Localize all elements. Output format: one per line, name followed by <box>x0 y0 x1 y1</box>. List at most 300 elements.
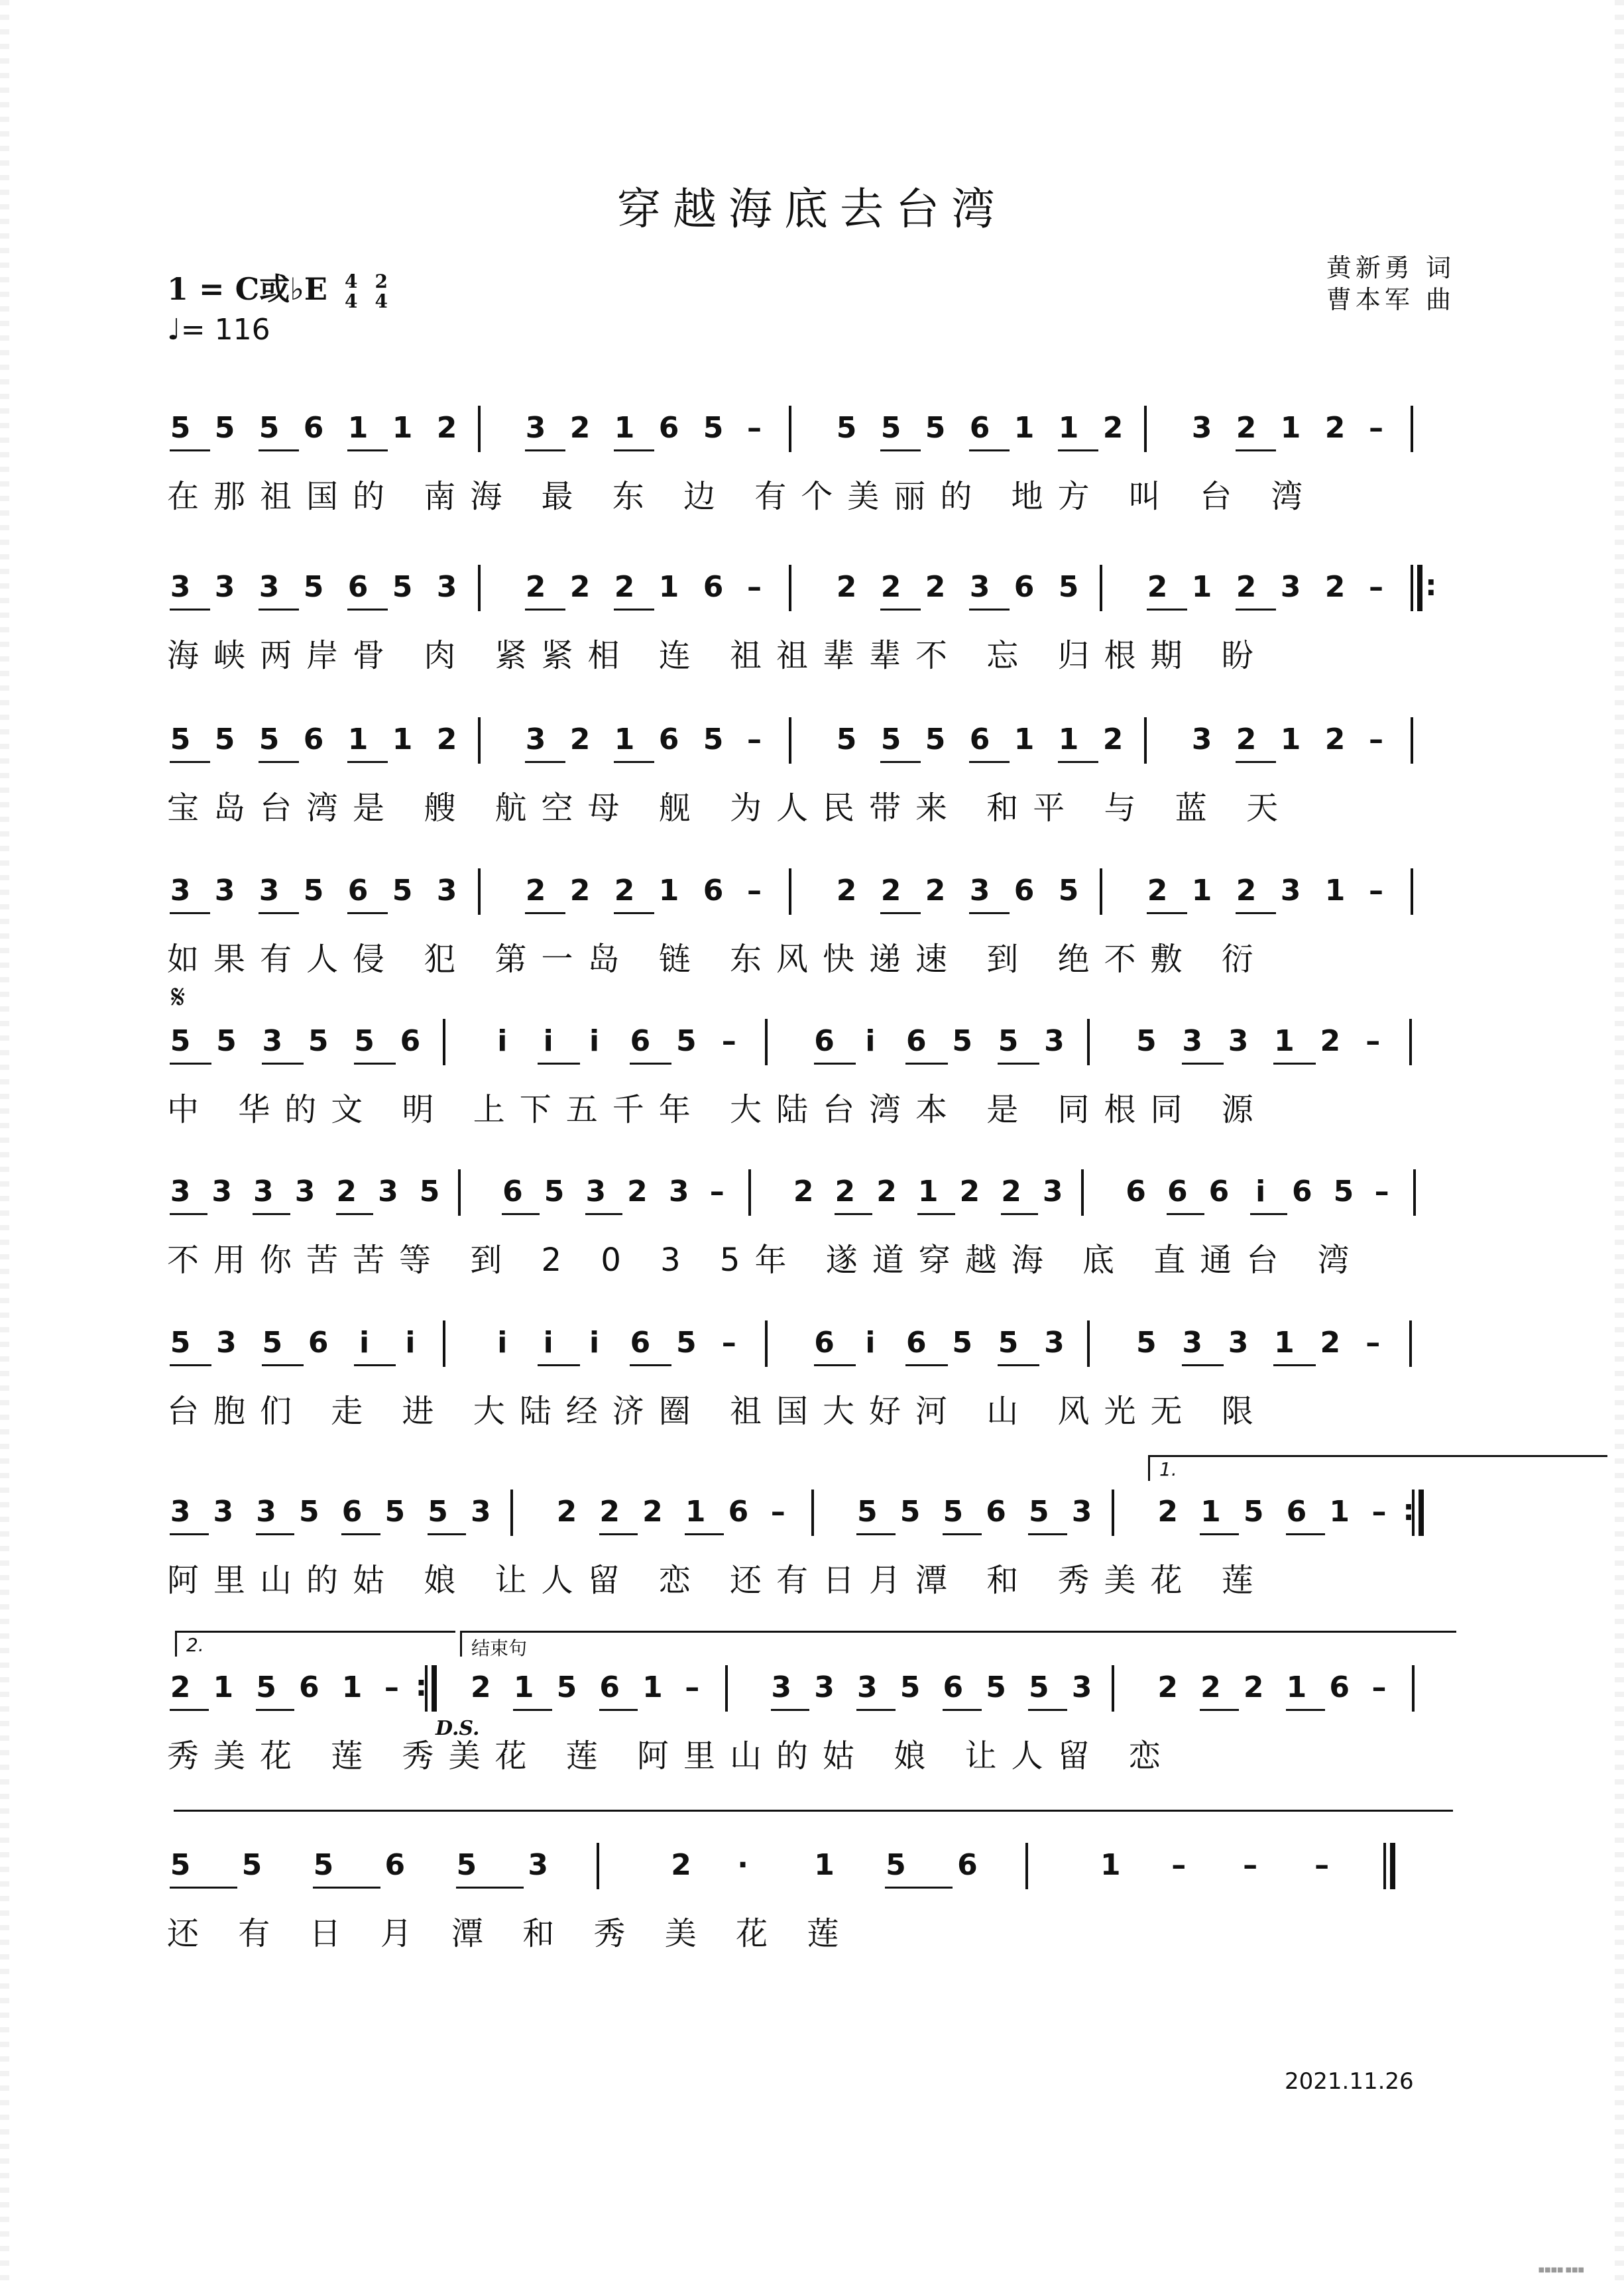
note: 5 <box>259 411 280 445</box>
beam-underline <box>347 449 388 451</box>
note: 2 <box>1102 723 1124 756</box>
beam-underline <box>525 912 565 914</box>
bar-line-thick <box>1419 1490 1424 1536</box>
note: 1 <box>392 723 413 756</box>
bar-line <box>1100 868 1102 915</box>
bar-line <box>1112 1490 1114 1536</box>
note: i <box>497 1326 508 1360</box>
note: 3 <box>214 874 235 907</box>
note: 5 <box>241 1848 262 1882</box>
volta-number: 2. <box>186 1634 204 1656</box>
note: 3 <box>1044 1326 1065 1360</box>
beam-underline <box>1167 1213 1204 1215</box>
note: 3 <box>525 411 546 445</box>
note: 5 <box>262 1326 283 1360</box>
beam-underline <box>1147 912 1187 914</box>
beam-underline <box>170 1709 209 1711</box>
lyric-text: 阿里山的姑 娘 让人留 恋 还有日月潭 和 秀美花 莲 <box>167 1562 1268 1599</box>
note: 1 <box>347 723 369 756</box>
hold-dash: – <box>721 1024 736 1058</box>
beam-underline <box>1058 761 1098 763</box>
score-row <box>0 1024 1624 1137</box>
note: 3 <box>1280 874 1301 907</box>
note: 6 <box>303 723 324 756</box>
bar-line <box>443 1019 445 1065</box>
note: 5 <box>214 411 235 445</box>
time-signature-2-4: 2 4 <box>375 270 388 312</box>
bar-line <box>1411 565 1413 611</box>
beam-underline <box>1286 1533 1325 1535</box>
note: i <box>589 1024 600 1058</box>
note: 2 <box>1157 1670 1178 1704</box>
beam-underline <box>170 1364 211 1366</box>
note: 5 <box>298 1495 319 1529</box>
note: 5 <box>1135 1326 1157 1360</box>
note: 5 <box>952 1024 972 1058</box>
note: 1 <box>1280 723 1301 756</box>
bar-line <box>478 868 481 915</box>
beam-underline <box>525 609 565 611</box>
hold-dash: – <box>747 874 762 907</box>
key-signature <box>167 265 388 312</box>
notes-line <box>167 1175 1455 1214</box>
time-signature-4-4: 4 4 <box>344 270 358 312</box>
note: 6 <box>1014 570 1035 604</box>
note: 5 <box>899 1495 921 1529</box>
beam-underline <box>513 1709 552 1711</box>
beam-underline <box>341 1533 380 1535</box>
beam-underline <box>1236 449 1276 451</box>
note: 1 <box>513 1670 534 1704</box>
hold-dash: – <box>1365 1024 1381 1058</box>
note: 1 <box>1014 411 1035 445</box>
note: 2 <box>1324 723 1346 756</box>
note: 1 <box>614 723 635 756</box>
note: 5 <box>880 411 901 445</box>
beam-underline <box>1273 1063 1315 1065</box>
beam-underline <box>614 449 654 451</box>
note: 1 <box>1280 411 1301 445</box>
note: 5 <box>259 723 280 756</box>
note: 5 <box>986 1670 1006 1704</box>
beam-underline <box>170 609 210 611</box>
bar-line-thick <box>1390 1843 1395 1889</box>
note: 6 <box>1126 1175 1146 1208</box>
note: 2 <box>876 1175 897 1208</box>
beam-underline <box>856 1533 896 1535</box>
beam-underline <box>347 609 388 611</box>
beam-underline <box>998 1364 1039 1366</box>
hold-dash: – <box>1371 1670 1387 1704</box>
note: 6 <box>630 1024 651 1058</box>
note: 3 <box>170 1175 191 1208</box>
score-row <box>0 1326 1624 1438</box>
beam-underline <box>880 609 921 611</box>
beam-underline <box>905 1063 947 1065</box>
note: 5 <box>170 723 191 756</box>
note: 3 <box>1191 411 1212 445</box>
beam-underline <box>585 1213 623 1215</box>
composer: 曹本军 曲 <box>1326 285 1455 314</box>
note: 2 <box>436 723 457 756</box>
beam-underline <box>259 609 299 611</box>
note: 1 <box>347 411 369 445</box>
note: 6 <box>347 570 369 604</box>
bar-line <box>789 717 791 764</box>
lyricist: 黄新勇 词 <box>1326 253 1455 282</box>
note: 3 <box>585 1175 607 1208</box>
beam-underline <box>880 761 921 763</box>
beam-underline <box>525 761 565 763</box>
lyric-text: 还 有 日 月 潭 和 秀 美 花 莲 <box>167 1915 854 1952</box>
note: 5 <box>925 723 946 756</box>
note: 2 <box>793 1175 814 1208</box>
bar-line <box>1144 717 1147 764</box>
lyric-text: 秀美花 莲 秀美花 莲 阿里山的姑 娘 让人留 恋 <box>167 1737 1175 1775</box>
bar-line <box>1412 1665 1415 1712</box>
note: 2 <box>1200 1670 1221 1704</box>
note: 5 <box>392 874 413 907</box>
beam-underline <box>943 1709 982 1711</box>
beam-underline <box>1147 609 1187 611</box>
note: 6 <box>1208 1175 1230 1208</box>
beam-underline <box>256 1533 295 1535</box>
notes-line <box>167 723 1455 762</box>
bar-line <box>1413 1169 1416 1216</box>
note: 2 <box>614 570 635 604</box>
note: 2 <box>836 570 857 604</box>
note: i <box>865 1024 876 1058</box>
note: 2 <box>880 570 901 604</box>
bar-line <box>1144 406 1147 452</box>
beam-underline <box>856 1709 896 1711</box>
note: 5 <box>308 1024 329 1058</box>
note: 1 <box>658 570 679 604</box>
note: 6 <box>969 723 990 756</box>
note: 1 <box>658 874 679 907</box>
section-line <box>174 1810 1453 1812</box>
hold-dash: – <box>770 1495 785 1529</box>
hold-dash: – <box>1369 411 1383 445</box>
beam-underline <box>630 1364 671 1366</box>
beam-underline <box>525 449 565 451</box>
score-row <box>0 1458 1624 1608</box>
note: 5 <box>456 1848 477 1882</box>
beam-underline <box>354 1364 396 1366</box>
hold-dash: – <box>1171 1848 1187 1882</box>
bar-line-thick <box>432 1665 437 1712</box>
note: 5 <box>1135 1024 1157 1058</box>
beam-underline <box>599 1533 638 1535</box>
note: 6 <box>1167 1175 1188 1208</box>
key-label: 1 = C或♭E <box>167 271 327 307</box>
note: 1 <box>1191 570 1212 604</box>
note: i <box>497 1024 508 1058</box>
note: 3 <box>378 1175 398 1208</box>
notes-line <box>167 411 1455 451</box>
note: 3 <box>253 1175 274 1208</box>
score-row <box>0 411 1624 524</box>
note: 5 <box>1243 1495 1264 1529</box>
beam-underline <box>969 912 1010 914</box>
note: 5 <box>303 570 324 604</box>
bar-line <box>1025 1843 1028 1889</box>
note: 5 <box>170 411 191 445</box>
note: 6 <box>1329 1670 1350 1704</box>
note: 3 <box>436 570 457 604</box>
hold-dash: – <box>1314 1848 1330 1882</box>
note: 1 <box>1329 1495 1350 1529</box>
note: 3 <box>969 570 990 604</box>
note: 1 <box>1200 1495 1221 1529</box>
note: 5 <box>856 1495 878 1529</box>
note: 5 <box>428 1495 448 1529</box>
note: 6 <box>1014 874 1035 907</box>
beam-underline <box>502 1213 540 1215</box>
note: 6 <box>957 1848 978 1882</box>
notes-line <box>167 1326 1455 1366</box>
note: 2 <box>569 411 591 445</box>
hold-dash: – <box>685 1670 700 1704</box>
note: 2 <box>1320 1024 1341 1058</box>
hold-dash: – <box>747 411 762 445</box>
hold-dash: – <box>747 570 762 604</box>
bar-line <box>789 406 791 452</box>
note: 2 <box>599 1495 620 1529</box>
note: 2 <box>1147 874 1168 907</box>
note: 2 <box>1001 1175 1021 1208</box>
note: 1 <box>1014 723 1035 756</box>
beam-underline <box>614 609 654 611</box>
beam-underline <box>1250 1213 1288 1215</box>
date: 2021.11.26 <box>1285 2068 1414 2095</box>
lyric-text: 海峡两岸骨 肉 紧紧相 连 祖祖辈辈不 忘 归根期 盼 <box>167 637 1268 674</box>
beam-underline <box>614 761 654 763</box>
note: 3 <box>471 1495 491 1529</box>
volta-bracket <box>1148 1455 1607 1481</box>
bar-line <box>725 1665 728 1712</box>
beam-underline <box>354 1063 396 1065</box>
note: 6 <box>814 1326 835 1360</box>
note: 2 <box>1243 1670 1264 1704</box>
bar-line <box>1411 868 1413 915</box>
beam-underline <box>969 449 1010 451</box>
note: 3 <box>216 1326 237 1360</box>
note: 3 <box>1071 1495 1092 1529</box>
note: 2 <box>925 874 946 907</box>
note: 3 <box>211 1175 232 1208</box>
beam-underline <box>256 1709 295 1711</box>
note: 3 <box>213 1495 234 1529</box>
note: 3 <box>1228 1326 1249 1360</box>
beam-underline <box>262 1063 304 1065</box>
note: 6 <box>400 1024 421 1058</box>
note: 6 <box>384 1848 406 1882</box>
hold-dash: – <box>747 723 762 756</box>
notes-line <box>167 874 1455 913</box>
beam-underline <box>814 1364 856 1366</box>
bar-line <box>458 1169 461 1216</box>
note: 6 <box>905 1326 927 1360</box>
note: 1 <box>1274 1024 1295 1058</box>
note: 2 <box>569 874 591 907</box>
note: 1 <box>917 1175 939 1208</box>
note: 3 <box>668 1175 689 1208</box>
dal-segno-mark: D.S. <box>435 1717 480 1740</box>
bar-line <box>443 1320 445 1367</box>
lyric-text: 台胞们 走 进 大陆经济圈 祖国大好河 山 风光无 限 <box>167 1393 1268 1430</box>
note: 5 <box>925 411 946 445</box>
notes-line <box>167 570 1455 610</box>
beam-underline <box>170 449 210 451</box>
note: 2 <box>1147 570 1168 604</box>
beam-underline <box>969 609 1010 611</box>
note: 2 <box>1324 570 1346 604</box>
beam-underline <box>170 912 210 914</box>
bar-line <box>1087 1019 1090 1065</box>
note: 6 <box>658 723 679 756</box>
note: 2 <box>671 1848 691 1882</box>
note: 3 <box>436 874 457 907</box>
note: 5 <box>703 411 724 445</box>
note: 2 <box>1157 1495 1178 1529</box>
note: 3 <box>170 570 191 604</box>
bar-line <box>789 565 791 611</box>
volta-number: 1. <box>1159 1458 1177 1480</box>
beam-underline <box>943 1533 982 1535</box>
bar-line <box>1411 717 1413 764</box>
beam-underline <box>905 1364 947 1366</box>
beam-underline <box>814 1063 856 1065</box>
beam-underline <box>170 1213 207 1215</box>
beam-underline <box>1286 1709 1325 1711</box>
score-row <box>0 1634 1624 1783</box>
note: 5 <box>354 1024 375 1058</box>
note: 2 <box>1236 874 1257 907</box>
beam-underline <box>428 1533 467 1535</box>
note: 6 <box>728 1495 749 1529</box>
note: 6 <box>341 1495 363 1529</box>
note: 2 <box>925 570 946 604</box>
note: 5 <box>880 723 901 756</box>
note: 6 <box>630 1326 651 1360</box>
note: 6 <box>905 1024 927 1058</box>
note: 3 <box>170 874 191 907</box>
notes-line <box>167 1024 1455 1064</box>
note: 5 <box>419 1175 440 1208</box>
note: 5 <box>256 1670 276 1704</box>
note: 6 <box>1286 1495 1307 1529</box>
hold-dash: – <box>1369 570 1383 604</box>
quarter-note-icon: ♩ <box>167 313 181 347</box>
note: 3 <box>262 1024 283 1058</box>
beam-underline <box>599 1709 638 1711</box>
beam-underline <box>1001 1213 1039 1215</box>
repeat-dots: : <box>415 1669 428 1703</box>
note: 2 <box>569 570 591 604</box>
bar-line <box>789 868 791 915</box>
beam-underline <box>1200 1533 1239 1535</box>
bar-line <box>1383 1843 1386 1889</box>
note: 5 <box>1058 570 1079 604</box>
note: 5 <box>676 1024 697 1058</box>
footer-logo: ■■■■ ■■■ <box>1538 2266 1584 2274</box>
beam-underline <box>170 1887 237 1889</box>
note: 5 <box>392 570 413 604</box>
beam-underline <box>630 1063 671 1065</box>
note: 2 <box>525 570 546 604</box>
note: 5 <box>1029 1670 1049 1704</box>
note: i <box>1255 1175 1266 1208</box>
note: 1 <box>1100 1848 1121 1882</box>
note: 2 <box>642 1495 663 1529</box>
note: 5 <box>1058 874 1079 907</box>
note: 2 <box>959 1175 980 1208</box>
beam-underline <box>880 449 921 451</box>
beam-underline <box>1200 1709 1239 1711</box>
bar-line <box>1087 1320 1090 1367</box>
lyric-text: 如果有人侵 犯 第一岛 链 东风快递速 到 绝不敷 衍 <box>167 941 1268 978</box>
beam-underline <box>259 449 299 451</box>
bar-line <box>597 1843 599 1889</box>
beam-underline <box>456 1887 524 1889</box>
note: 6 <box>703 874 724 907</box>
note: 5 <box>214 723 235 756</box>
beam-underline <box>253 1213 290 1215</box>
note: 2 <box>1324 411 1346 445</box>
note: 2 <box>569 723 591 756</box>
beam-underline <box>1182 1063 1224 1065</box>
note: 3 <box>259 570 280 604</box>
coda-bracket <box>460 1631 1456 1657</box>
note: 5 <box>170 1024 191 1058</box>
bar-line <box>478 717 481 764</box>
bar-line <box>1409 1019 1412 1065</box>
beam-underline <box>262 1364 304 1366</box>
note: 2 <box>1236 570 1257 604</box>
note: 3 <box>259 874 280 907</box>
repeat-dots: : <box>1403 1493 1415 1527</box>
note: 2 <box>556 1495 577 1529</box>
note: 3 <box>170 1495 191 1529</box>
note: 5 <box>1333 1175 1354 1208</box>
dot-mark: · <box>737 1848 748 1882</box>
note: 1 <box>814 1848 835 1882</box>
credits <box>1326 252 1455 316</box>
note: 3 <box>969 874 990 907</box>
beam-underline <box>1236 609 1276 611</box>
note: 2 <box>836 874 857 907</box>
repeat-dots: : <box>1425 569 1437 603</box>
note: 6 <box>969 411 990 445</box>
beam-underline <box>771 1709 810 1711</box>
beam-underline <box>969 761 1010 763</box>
bar-line <box>1411 406 1413 452</box>
hold-dash: – <box>1369 723 1383 756</box>
bar-line-thick <box>1417 565 1422 611</box>
note: 1 <box>642 1670 663 1704</box>
beam-underline <box>259 912 299 914</box>
hold-dash: – <box>1374 1175 1389 1208</box>
hold-dash: – <box>709 1175 725 1208</box>
hold-dash: – <box>384 1670 399 1704</box>
hold-dash: – <box>721 1326 736 1360</box>
note: 6 <box>703 570 724 604</box>
beam-underline <box>1236 761 1276 763</box>
note: 3 <box>1044 1024 1065 1058</box>
note: 3 <box>214 570 235 604</box>
note: 3 <box>1182 1024 1202 1058</box>
